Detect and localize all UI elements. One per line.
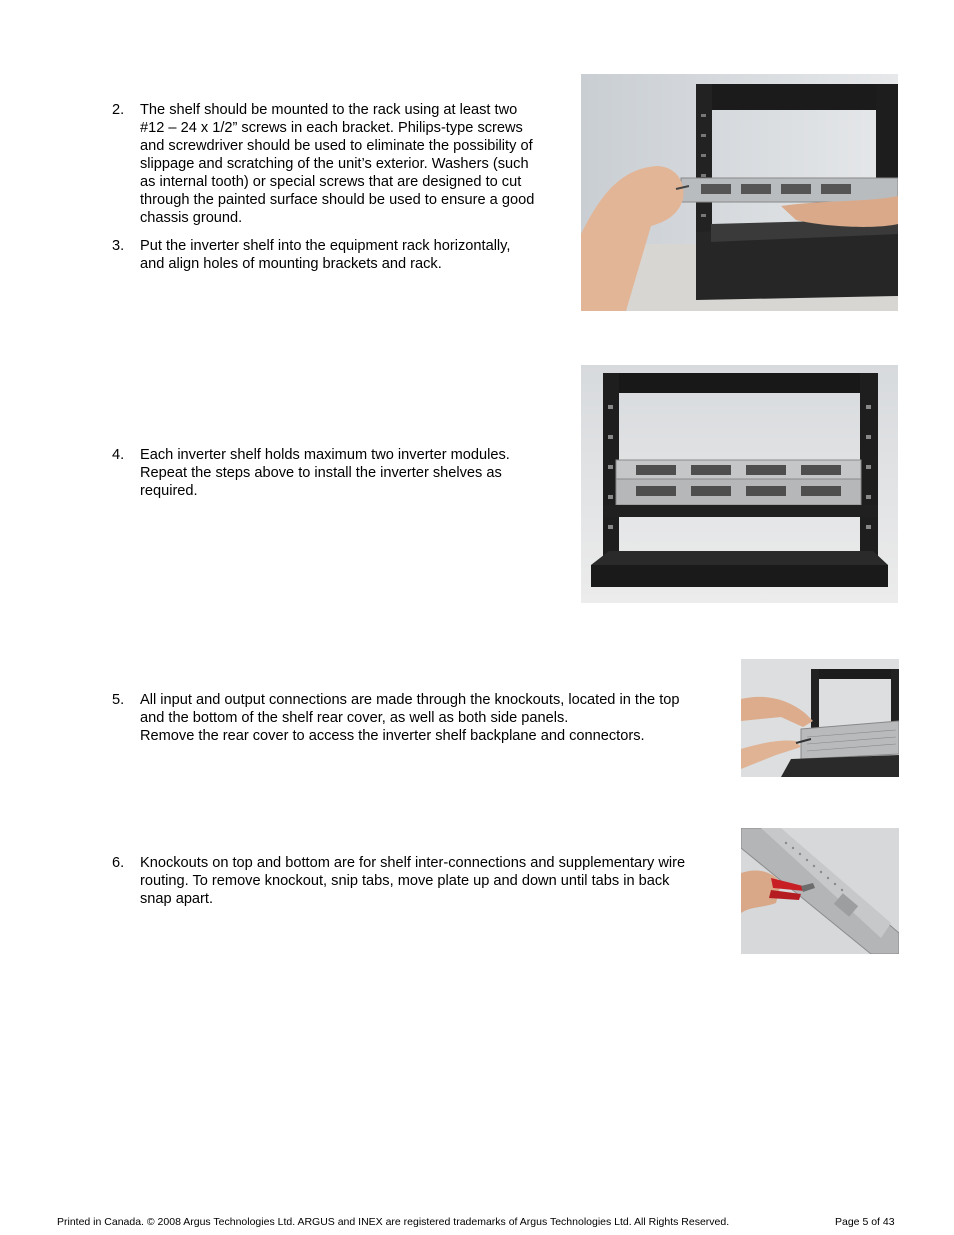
rear-cover-photo: [741, 659, 899, 777]
footer-copyright: Printed in Canada. © 2008 Argus Technologies Ltd. ARGUS and INEX are registered trademarks of Argus Technologies Ltd. All Rights Reserved.: [57, 1216, 730, 1228]
step-text: The shelf should be mounted to the rack using at least two #12 – 24 x 1/2” screws in each bracket. Philips-type screws and screwdriver should be used to eliminate the possibility of slippage and scratching of the unit’s exterior. Washers (such as internal tooth) or special screws that are designed to cut through the painted surface should be used to ensure a good chassis ground.: [140, 102, 535, 226]
knockout-removal-photo: [741, 828, 899, 954]
step-text: All input and output connections are made through the knockouts, located in the top and the bottom of the shelf rear cover, as well as both side panels. Remove the rear cover to access the inverter shelf backplane and connectors.: [140, 692, 680, 744]
step-number: 3.: [112, 238, 125, 254]
step-text: Each inverter shelf holds maximum two inverter modules. Repeat the steps above to install the inverter shelves as required.: [140, 447, 510, 499]
step-number: 6.: [112, 855, 125, 871]
step-number: 2.: [112, 102, 125, 118]
step-number: 5.: [112, 692, 125, 708]
step-text: Knockouts on top and bottom are for shelf inter-connections and supplementary wire routing. To remove knockout, snip tabs, move plate up and down until tabs in back snap apart.: [140, 855, 686, 907]
step-number: 4.: [112, 447, 125, 463]
installed-shelves-photo: [581, 365, 898, 603]
footer-page-number: Page 5 of 43: [835, 1216, 895, 1228]
rack-mounting-photo: [581, 74, 898, 311]
step-text: Put the inverter shelf into the equipment rack horizontally, and align holes of mounting brackets and rack.: [140, 238, 511, 272]
